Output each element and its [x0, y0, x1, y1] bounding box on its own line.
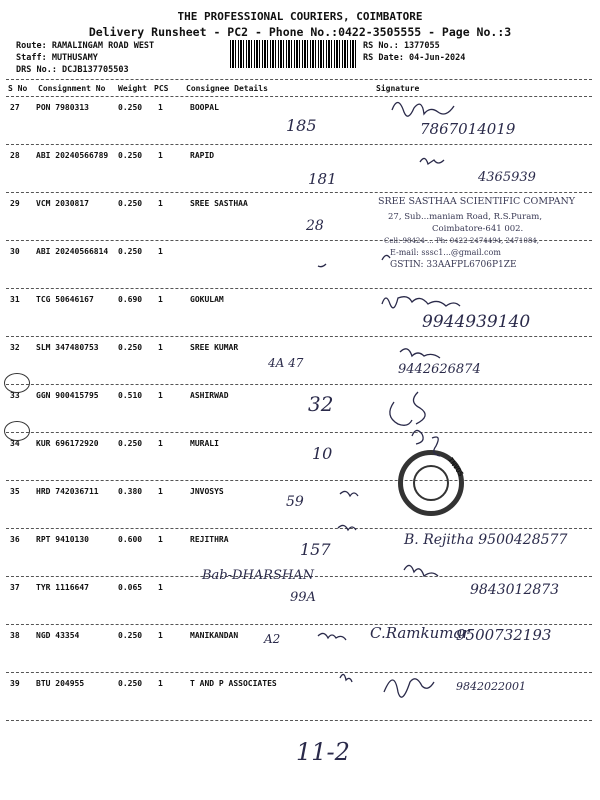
stamp-address-line1: 27, Sub...maniam Road, R.S.Puram, [388, 212, 543, 222]
seal-text: INVOS [446, 456, 465, 478]
signature-r39 [384, 679, 434, 697]
signature-r32 [400, 349, 440, 358]
row-consignment: HRD 742036711 [36, 487, 99, 496]
signature-r28 [420, 158, 444, 164]
row-sno: 28 [10, 151, 20, 160]
row-sno: 39 [10, 679, 20, 688]
row-pcs: 1 [158, 487, 163, 496]
row-pcs: 1 [158, 391, 163, 400]
row-consignment: VCM 2030817 [36, 199, 89, 208]
hand-r38-phone: 9500732193 [456, 626, 552, 644]
hand-r28-phone: 4365939 [478, 170, 536, 185]
row-weight: 0.065 [118, 583, 143, 592]
row-pcs: 1 [158, 631, 163, 640]
row-consignee: GOKULAM [190, 295, 224, 304]
hand-r37-name: Bab-DHARSHAN [202, 568, 314, 583]
col-signature: Signature [376, 84, 420, 93]
row-weight: 0.250 [118, 439, 143, 448]
hand-r36-name-phone: B. Rejitha 9500428577 [404, 532, 568, 548]
row-pcs: 1 [158, 295, 163, 304]
col-sno: S No [8, 84, 28, 93]
hand-r34-number: 10 [312, 444, 333, 463]
hand-r27-number: 185 [286, 116, 317, 135]
row-weight: 0.250 [118, 151, 143, 160]
row-sno: 33 [10, 391, 20, 400]
col-pcs: PCS [154, 84, 169, 93]
rs-no-label: RS No.: 1377055 [363, 41, 440, 51]
row-consignment: KUR 696172920 [36, 439, 99, 448]
row-consignee: JNVOSYS [190, 487, 224, 496]
hand-r33-number: 32 [308, 392, 334, 416]
signature-r31 [382, 297, 460, 308]
hand-r31-phone: 9944939140 [422, 312, 531, 332]
signature-r27 [392, 102, 454, 116]
row-consignment: GGN 900415795 [36, 391, 99, 400]
row-pcs: 1 [158, 103, 163, 112]
row-weight: 0.250 [118, 199, 143, 208]
hand-footer-note: 11-2 [296, 738, 350, 766]
row-consignee: T AND P ASSOCIATES [190, 679, 277, 688]
row-sno: 37 [10, 583, 20, 592]
row-sno: 27 [10, 103, 20, 112]
col-consignee: Consignee Details [186, 84, 268, 93]
row-sno: 32 [10, 343, 20, 352]
rs-date-label: RS Date: 04-Jun-2024 [363, 53, 466, 63]
row-weight: 0.380 [118, 487, 143, 496]
hand-r38-number: A2 [264, 632, 281, 646]
row-weight: 0.600 [118, 535, 143, 544]
document-subtitle: Delivery Runsheet - PC2 - Phone No.:0422-3505555 - Page No.:3 [88, 25, 512, 39]
row-weight: 0.250 [118, 343, 143, 352]
stamp-email: E-mail: sssc1...@gmail.com [390, 248, 501, 257]
document-title: THE PROFESSIONAL COURIERS, COIMBATORE [177, 10, 423, 23]
row-pcs: 1 [158, 343, 163, 352]
row-pcs: 1 [158, 151, 163, 160]
row-sno: 30 [10, 247, 20, 256]
hand-r35-number: 59 [286, 494, 304, 510]
row-consignee: REJITHRA [190, 535, 229, 544]
row-weight: 0.250 [118, 247, 143, 256]
hand-r37-number: 99A [290, 590, 316, 605]
row-weight: 0.510 [118, 391, 143, 400]
row-sno: 38 [10, 631, 20, 640]
row-weight: 0.690 [118, 295, 143, 304]
row-consignee: RAPID [190, 151, 215, 160]
row-weight: 0.250 [118, 103, 143, 112]
row-consignment: NGD 43354 [36, 631, 80, 640]
signature-r39-mark [340, 674, 352, 682]
signature-r30 [318, 255, 390, 266]
col-weight: Weight [118, 84, 147, 93]
row-consignment: TCG 50646167 [36, 295, 94, 304]
row-consignee: SREE SASTHAA [190, 199, 248, 208]
row-consignment: BTU 204955 [36, 679, 85, 688]
row-pcs: 1 [158, 439, 163, 448]
signature-r34 [412, 430, 440, 456]
row-weight: 0.250 [118, 631, 143, 640]
row-pcs: 1 [158, 679, 163, 688]
row-pcs: 1 [158, 199, 163, 208]
row-pcs: 1 [158, 583, 163, 592]
hand-r32-number: 4A 47 [268, 356, 304, 370]
col-consignment: Consignment No [38, 84, 106, 93]
row-consignment: ABI 20240566789 [36, 151, 109, 160]
row-sno: 31 [10, 295, 20, 304]
signature-r36 [338, 525, 356, 530]
row-consignment: RPT 9410130 [36, 535, 89, 544]
row-pcs: 1 [158, 535, 163, 544]
hand-r32-phone: 9442626874 [398, 362, 481, 377]
signature-r35 [340, 491, 358, 496]
row-consignee: MURALI [190, 439, 219, 448]
hand-r28-number: 181 [308, 170, 337, 188]
row-consignee: BOOPAL [190, 103, 219, 112]
stamp-gstin: GSTIN: 33AAFPL6706P1ZE [390, 260, 517, 270]
hand-r36-number: 157 [300, 540, 331, 559]
stamp-company-name: SREE SASTHAA SCIENTIFIC COMPANY [378, 196, 576, 207]
row-sno: 34 [10, 439, 20, 448]
hand-r27-phone: 7867014019 [420, 120, 516, 138]
staff-label: Staff: MUTHUSAMY [16, 53, 98, 63]
row-consignment: TYR 1116647 [36, 583, 89, 592]
row-consignment: ABI 20240566814 [36, 247, 109, 256]
row-consignment: SLM 347480753 [36, 343, 99, 352]
signature-r37 [404, 565, 438, 576]
stamp-phone: Cell: 98424 ... Ph: 0422-2474494, 2471084, [384, 237, 539, 245]
row-consignee: SREE KUMAR [190, 343, 239, 352]
stamp-address-line2: Coimbatore-641 002. [432, 224, 524, 234]
signature-r33 [390, 392, 425, 425]
signature-r38 [318, 633, 346, 640]
row-sno: 29 [10, 199, 20, 208]
row-consignee: MANIKANDAN [190, 631, 239, 640]
hand-r38-name: C.Ramkumar [370, 624, 470, 642]
route-label: Route: RAMALINGAM ROAD WEST [16, 41, 155, 51]
row-sno: 35 [10, 487, 20, 496]
hand-r39-phone: 9842022001 [456, 680, 526, 693]
row-sno: 36 [10, 535, 20, 544]
hand-r29-number: 28 [306, 218, 324, 234]
row-weight: 0.250 [118, 679, 143, 688]
hand-r37-phone: 9843012873 [470, 582, 560, 598]
drs-label: DRS No.: DCJB137705503 [16, 65, 129, 75]
row-consignee: ASHIRWAD [190, 391, 229, 400]
row-pcs: 1 [158, 247, 163, 256]
row-consignment: PON 7980313 [36, 103, 89, 112]
